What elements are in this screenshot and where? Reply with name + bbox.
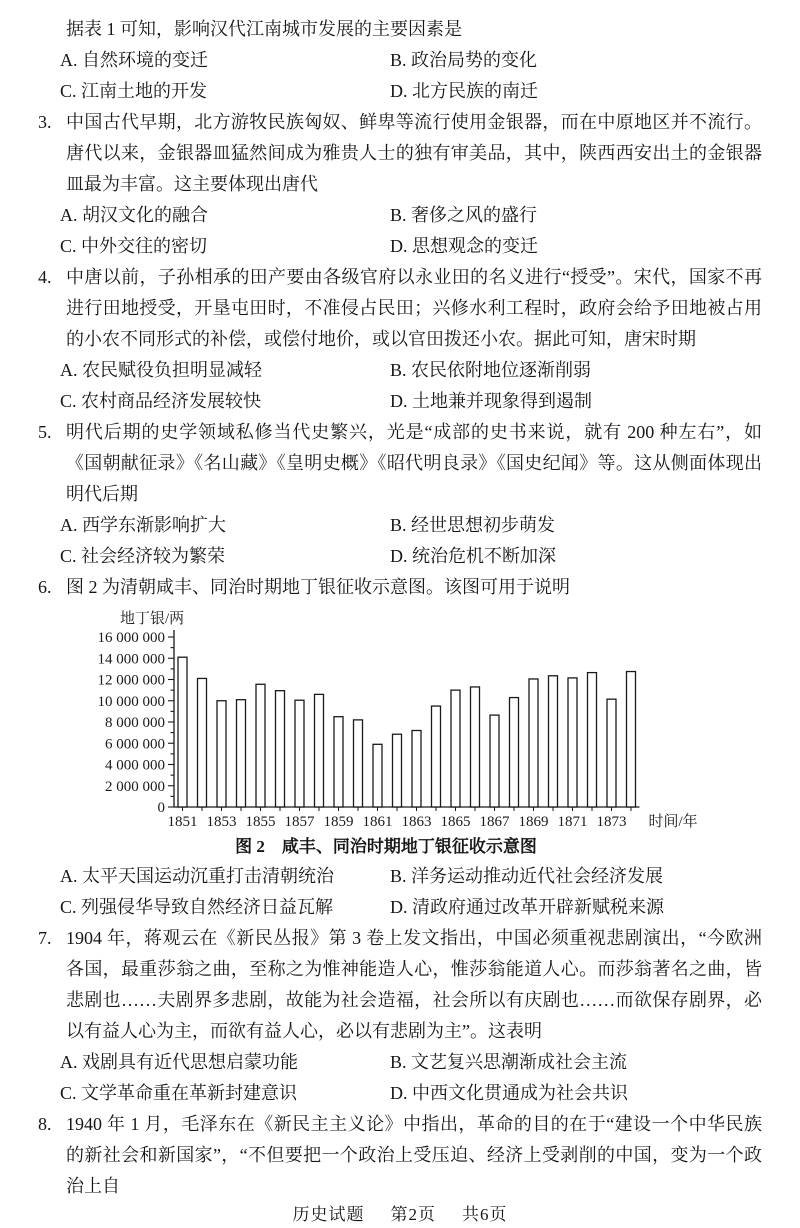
question-5-options bbox=[38, 510, 762, 572]
svg-text:1873: 1873 bbox=[596, 814, 627, 830]
svg-text:1859: 1859 bbox=[323, 814, 354, 830]
question-7-option-b: B. 文艺复兴思潮渐成社会主流 bbox=[390, 1052, 628, 1072]
question-7-number: 7. bbox=[38, 928, 52, 948]
footer-exam-title: 历史试题 bbox=[292, 1205, 365, 1224]
svg-text:8 000 000: 8 000 000 bbox=[105, 715, 165, 731]
svg-text:1853: 1853 bbox=[206, 814, 237, 830]
question-4-option-c: C. 农村商品经济发展较快 bbox=[60, 391, 262, 411]
question-8-stem bbox=[38, 1109, 762, 1202]
question-4-option-b: B. 农民依附地位逐渐削弱 bbox=[390, 360, 592, 380]
svg-text:0: 0 bbox=[157, 800, 165, 816]
question-2-option-c: C. 江南土地的开发 bbox=[60, 81, 208, 101]
question-5-stem bbox=[38, 417, 762, 510]
question-6-options bbox=[38, 861, 762, 923]
question-7-option-c: C. 文学革命重在革新封建意识 bbox=[60, 1083, 298, 1103]
question-3-number: 3. bbox=[38, 112, 52, 132]
question-7-options bbox=[38, 1047, 762, 1109]
question-5-option-b: B. 经世思想初步萌发 bbox=[390, 515, 556, 535]
question-4-text: 中唐以前，子孙相承的田产要由各级官府以永业田的名义进行“授受”。宋代，国家不再进行田地授受，开垦屯田时，不准侵占民田；兴修水利工程时，政府会给予田地被占用的小农不同形式的补偿，或偿付地价，或以官田拨还小农。据此可知，唐宋时期 bbox=[66, 267, 762, 349]
svg-text:10 000 000: 10 000 000 bbox=[97, 693, 165, 710]
svg-text:1855: 1855 bbox=[245, 814, 276, 830]
question-2-stem bbox=[38, 14, 762, 45]
svg-text:1863: 1863 bbox=[401, 814, 432, 830]
question-8-number: 8. bbox=[38, 1114, 52, 1134]
question-2-option-a: A. 自然环境的变迁 bbox=[60, 50, 208, 70]
svg-text:1865: 1865 bbox=[440, 814, 471, 830]
question-6-number: 6. bbox=[38, 577, 52, 597]
question-2-tail bbox=[38, 14, 762, 107]
svg-text:16 000 000: 16 000 000 bbox=[97, 630, 165, 646]
question-6-option-d: D. 清政府通过改革开辟新赋税来源 bbox=[390, 897, 664, 917]
question-5-option-d: D. 统治危机不断加深 bbox=[390, 546, 556, 566]
svg-text:4 000 000: 4 000 000 bbox=[105, 757, 165, 774]
tax-chart bbox=[56, 607, 716, 833]
question-2-option-b: B. 政治局势的变化 bbox=[390, 50, 538, 70]
chart-caption: 图 2 咸丰、同治时期地丁银征收示意图 bbox=[235, 837, 537, 856]
svg-text:12 000 000: 12 000 000 bbox=[97, 672, 165, 689]
question-6-stem bbox=[38, 572, 762, 603]
question-7-stem bbox=[38, 923, 762, 1047]
page-footer bbox=[38, 1202, 762, 1228]
question-4-option-a: A. 农民赋役负担明显减轻 bbox=[60, 360, 262, 380]
question-3-option-a: A. 胡汉文化的融合 bbox=[60, 205, 208, 225]
question-4-options bbox=[38, 355, 762, 417]
svg-text:2 000 000: 2 000 000 bbox=[105, 778, 165, 795]
question-3-option-c: C. 中外交往的密切 bbox=[60, 236, 208, 256]
svg-text:时间/年: 时间/年 bbox=[648, 814, 698, 830]
question-6-option-b: B. 洋务运动推动近代社会经济发展 bbox=[390, 866, 664, 886]
question-4-number: 4. bbox=[38, 267, 52, 287]
question-8 bbox=[38, 1109, 762, 1202]
svg-text:1867: 1867 bbox=[479, 814, 510, 830]
question-4-stem bbox=[38, 262, 762, 355]
svg-text:1861: 1861 bbox=[362, 814, 393, 830]
question-2-text: 据表 1 可知，影响汉代江南城市发展的主要因素是 bbox=[66, 19, 462, 39]
question-3-option-b: B. 奢侈之风的盛行 bbox=[390, 205, 538, 225]
svg-text:6 000 000: 6 000 000 bbox=[105, 736, 165, 753]
question-5 bbox=[38, 417, 762, 572]
svg-text:地丁银/两: 地丁银/两 bbox=[120, 611, 185, 627]
question-5-number: 5. bbox=[38, 422, 52, 442]
question-3-options bbox=[38, 200, 762, 262]
question-3-option-d: D. 思想观念的变迁 bbox=[390, 236, 538, 256]
question-5-option-c: C. 社会经济较为繁荣 bbox=[60, 546, 226, 566]
question-4-option-d: D. 土地兼并现象得到遏制 bbox=[390, 391, 592, 411]
question-7-text: 1904 年，蒋观云在《新民丛报》第 3 卷上发文指出，中国必须重视悲剧演出，“今欧洲各国，最重莎翁之曲，至称之为惟神能造人心，惟莎翁能道人心。而莎翁著名之曲，皆悲剧也……夫剧界多悲剧，故能为社会造福，社会所以有庆剧也……而欲保存剧界，必以有益人心为主，而欲有益人心，必以有悲剧为主”。这表明 bbox=[66, 928, 762, 1041]
question-3-text: 中国古代早期，北方游牧民族匈奴、鲜卑等流行使用金银器，而在中原地区并不流行。唐代以来，金银器皿猛然间成为雅贵人士的独有审美品，其中，陕西西安出土的金银器皿最为丰富。这主要体现出唐代 bbox=[66, 112, 762, 194]
question-5-text: 明代后期的史学领域私修当代史繁兴，光是“成部的史书来说，就有 200 种左右”，如《国朝献征录》《名山藏》《皇明史概》《昭代明良录》《国史纪闻》等。这从侧面体现出明代后期 bbox=[66, 422, 762, 504]
question-7-option-a: A. 戏剧具有近代思想启蒙功能 bbox=[60, 1052, 298, 1072]
question-5-option-a: A. 西学东渐影响扩大 bbox=[60, 515, 226, 535]
question-2-option-d: D. 北方民族的南迁 bbox=[390, 81, 538, 101]
question-4 bbox=[38, 262, 762, 417]
svg-text:1851: 1851 bbox=[167, 814, 198, 830]
question-2-options bbox=[38, 45, 762, 107]
question-8-text: 1940 年 1 月，毛泽东在《新民主主义论》中指出，革命的目的在于“建设一个中华民族的新社会和新国家”，“不但要把一个政治上受压迫、经济上受剥削的中国，变为一个政治上自 bbox=[66, 1114, 762, 1196]
question-6-option-c: C. 列强侵华导致自然经济日益瓦解 bbox=[60, 897, 334, 917]
svg-text:1871: 1871 bbox=[557, 814, 588, 830]
svg-text:1857: 1857 bbox=[284, 814, 315, 830]
question-7 bbox=[38, 923, 762, 1109]
svg-text:1869: 1869 bbox=[518, 814, 549, 830]
svg-text:14 000 000: 14 000 000 bbox=[97, 651, 165, 668]
question-7-option-d: D. 中西文化贯通成为社会共识 bbox=[390, 1083, 628, 1103]
footer-page-total: 共6页 bbox=[462, 1205, 508, 1224]
tax-chart-block bbox=[56, 607, 716, 859]
footer-page-number: 第2页 bbox=[390, 1205, 436, 1224]
question-3 bbox=[38, 107, 762, 262]
question-6-option-a: A. 太平天国运动沉重打击清朝统治 bbox=[60, 866, 334, 886]
question-6 bbox=[38, 572, 762, 923]
question-3-stem bbox=[38, 107, 762, 200]
question-6-text: 图 2 为清朝咸丰、同治时期地丁银征收示意图。该图可用于说明 bbox=[66, 577, 570, 597]
